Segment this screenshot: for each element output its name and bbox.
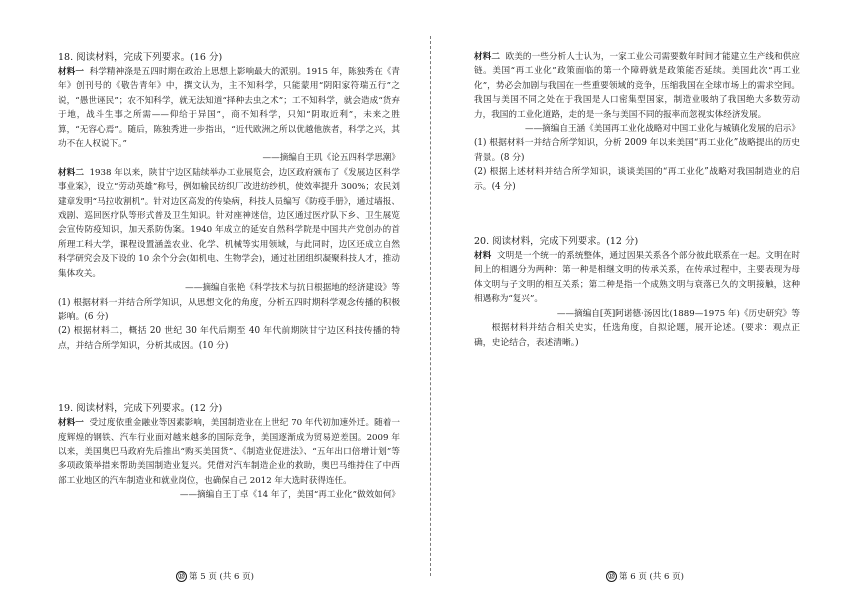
q18-material-2-text: 1938 年以来，陕甘宁边区陆续举办工业展览会，边区政府颁布了《发展边区科学事业案》，设立“劳动英雄”称号，例如榆民纺织厂改进纺纱机，使效率提升 300%；农民刘建章发明“马拉收割机”。针对边区高发的传染病，科技人员编写《防疫手册》，通过墙报、戏剧、巡回医疗队等形式普及卫生知识。针对座神迷信，边区通过医疗队下乡、卫生展览会宣传防疫知识，加天系防伪案。1940 年成立的延安自然科学院是中国共产党创办的首所理工科大学，课程设置涵盖农业、化学、机械等实用领域，与此同时，边区还成立自然科学研究会及下设的 10 余个分会(如机电、生物学会)，通过社团组织凝聚科技人才，推动集体攻关。 (58, 167, 400, 279)
question-19 (58, 401, 400, 502)
page-5-footer (0, 570, 430, 582)
question-18 (58, 50, 400, 353)
q20-material-text: 文明是一个统一的系统整体，通过因果关系各个部分彼此联系在一起。文明在时间上的相遇分为两种：第一种是相继文明的传承关系，在传承过程中，主要表现为母体文明与子文明的相互关系；第二种是指一个成熟文明与衰落已久的文明接触，这种相遇称为“复兴”。 (474, 251, 800, 305)
q20-material-source: ——摘编自[英]阿诺德·汤因比(1889—1975 年)《历史研究》等 (556, 308, 800, 319)
q19-material-2-text: 欧美的一些分析人士认为，一家工业公司需要数年时间才能建立生产线和供应链。美国“再工业化”政策面临的第一个障碍就是政策能否延续。美国此次“再工业化”，势必会加剧与我国在一些重要领域的竞争，压缩我国在全球市场上的需求空间。我国与美国不同之处在于我国是人口密集型国家，制造业吸纳了我国绝大多数劳动力，我国的工业化道路，走的是一条与美国不同的报率而忽视实体经济发展。 (474, 52, 800, 120)
question-19-continued (474, 50, 800, 194)
q19-ask-2: (2) 根据上述材料并结合所学知识，谈谈美国的“再工业化”战略对我国制造业的启示。(4 分) (474, 167, 800, 192)
q18-material-1-source: ——摘编自王玑《论五四科学思潮》 (262, 153, 400, 164)
page-6 (430, 0, 860, 608)
q18-material-1-text: 科学精神涤是五四时期在政治上思想上影响最大的派别。1915 年，陈独秀在《青年》创刊号的《敬告青年》中，撰文认为，主不知科学，只能蒙用“阴阳家符瑞五行”之说，“愚世诬民”；农不知科学，就无法知道“择种去虫之术”；工不知科学，就会造成“货弃于地，战斗生事之所需——仰给于异国”，商不知科学，只知“阴取近利”，未来之胜算，“无容心焉”。随后，陈独秀进一步指出，“近代欧洲之所以优越他族者，科学之兴，其功不在人权说下。” (58, 67, 400, 150)
q19-material-2 (474, 50, 800, 122)
q20-ask: 根据材料并结合相关史实，任选角度，自拟论题，展开论述。(要求：观点正确，史论结合，表述清晰。) (474, 323, 800, 348)
page-6-number: 第 6 页 (共 6 页) (619, 572, 684, 582)
q20-material-label: 材料 (474, 251, 492, 262)
q18-material-1-label: 材料一 (58, 67, 84, 77)
q19-material-1-source: ——摘编自王丁卓《14 年了，美国“再工业化”做效如何》 (179, 490, 400, 501)
question-20-title: 20. 阅读材料，完成下列要求。(12 分) (474, 236, 639, 248)
q19-material-1 (58, 416, 400, 488)
q18-material-2-label: 材料二 (58, 167, 84, 178)
exam-code-badge: ⑬ (606, 571, 617, 582)
q18-ask-1: (1) 根据材料一并结合所学知识，从思想文化的角度，分析五四时期科学观念传播的积极影响。(6 分) (58, 297, 400, 322)
q19-material-2-label: 材料二 (474, 52, 500, 62)
q18-ask-2: (2) 根据材料二，概括 20 世纪 30 年代后期至 40 年代前期陕甘宁边区科技传播的特点，并结合所学知识，分析其成因。(10 分) (58, 326, 400, 351)
page-6-footer (430, 570, 860, 582)
question-18-title: 18. 阅读材料，完成下列要求。(16 分) (58, 52, 223, 63)
exam-code-badge: ⑬ (176, 571, 187, 582)
q18-material-2-source: ——摘编自张艳《科学技术与抗日根据地的经济建设》等 (185, 283, 400, 294)
page-5-number: 第 5 页 (共 6 页) (189, 572, 254, 582)
q19-ask-1: (1) 根据材料一并结合所学知识，分析 2009 年以来美国“再工业化”战略提出的历史背景。(8 分) (474, 138, 800, 163)
question-19-title: 19. 阅读材料，完成下列要求。(12 分) (58, 403, 223, 415)
q19-material-1-text: 受过度依重金融业等因素影响，美国制造业在上世纪 70 年代初加速外迁。随着一度辉煌的钢铁、汽车行业面对越来越多的国际竞争，美国逐渐成为贸易逆差国。2009 年以来，美国奥巴马政府先后推出“购买美国货”、《制造业促进法》、“五年出口倍增计划”等多项政策举措来帮助美国制造业复兴。凭借对汽车制造企业的救助，奥巴马维持住了中西部工业地区的汽车制造业和就业岗位，也确保自己 2012 年大选时获得连任。 (58, 418, 400, 486)
question-20 (474, 234, 800, 350)
q18-material-2 (58, 166, 400, 281)
q18-material-1 (58, 65, 400, 151)
q20-material (474, 249, 800, 307)
q19-material-2-source: ——摘编自王涵《美国再工业化战略对中国工业化与城镇化发展的启示》 (524, 124, 800, 135)
q19-material-1-label: 材料一 (58, 418, 84, 429)
